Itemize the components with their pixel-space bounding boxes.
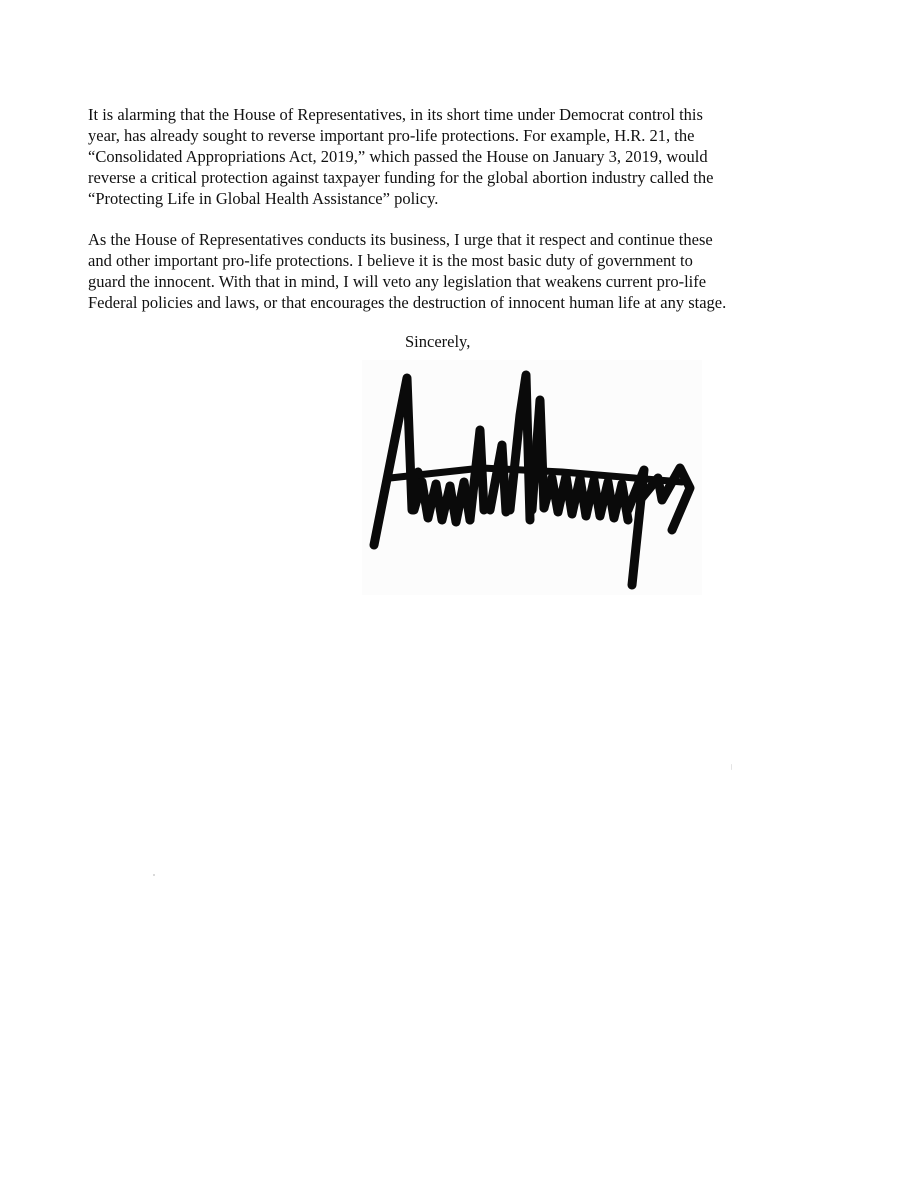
- text-line: It is alarming that the House of Representatives, in its short time under Democrat control this: [88, 105, 703, 124]
- paper-speck: [153, 874, 155, 876]
- paper-speck: [731, 764, 732, 770]
- text-line: year, has already sought to reverse important pro-life protections. For example, H.R. 21, the: [88, 126, 695, 145]
- handwritten-signature: [362, 360, 702, 595]
- signature-ink: [362, 360, 702, 595]
- text-line: Federal policies and laws, or that encourages the destruction of innocent human life at any stage.: [88, 293, 727, 312]
- text-line: guard the innocent. With that in mind, I will veto any legislation that weakens current pro-life: [88, 272, 707, 291]
- text-line: “Consolidated Appropriations Act, 2019,” which passed the House on January 3, 2019, would: [88, 147, 708, 166]
- text-line: As the House of Representatives conducts its business, I urge that it respect and continue these: [88, 230, 713, 249]
- closing-salutation: Sincerely,: [405, 332, 471, 351]
- paragraph-2: [88, 229, 808, 313]
- text-line: and other important pro-life protections. I believe it is the most basic duty of government to: [88, 251, 693, 270]
- text-line: “Protecting Life in Global Health Assistance” policy.: [88, 189, 439, 208]
- paragraph-1: [88, 104, 808, 209]
- text-line: reverse a critical protection against taxpayer funding for the global abortion industry called the: [88, 168, 714, 187]
- letter-body: [88, 104, 808, 333]
